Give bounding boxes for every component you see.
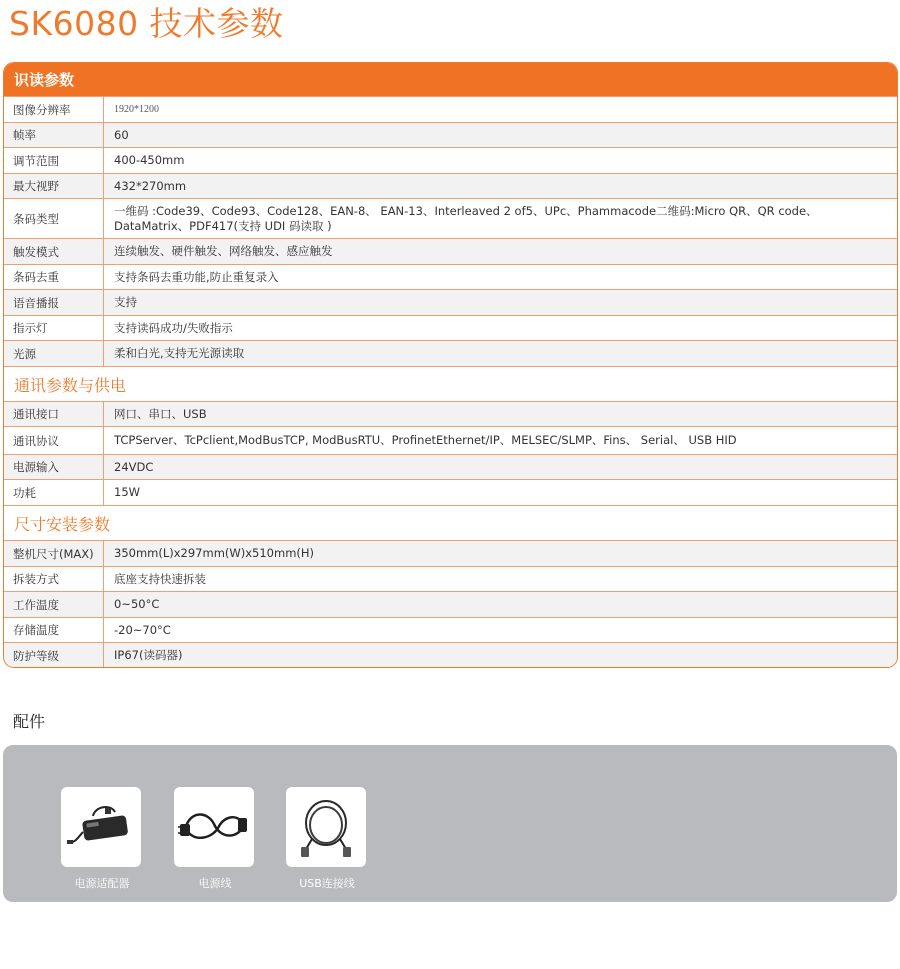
- row-value: IP67(读码器): [114, 648, 183, 662]
- table-row: [4, 340, 897, 366]
- table-row: [4, 122, 897, 147]
- accessory-item: [286, 787, 368, 891]
- table-row: [4, 401, 897, 426]
- table-row: [4, 96, 897, 122]
- row-label: 拆装方式: [4, 567, 104, 591]
- accessory-label: USB连接线: [299, 877, 355, 890]
- accessory-label: 电源适配器: [74, 877, 130, 890]
- row-value: 350mm(L)x297mm(W)x510mm(H): [114, 546, 315, 560]
- row-label: 通讯协议: [4, 427, 104, 454]
- usb-cable-icon: [290, 795, 362, 859]
- table-row: [4, 198, 897, 238]
- row-label: 存储温度: [4, 618, 104, 642]
- section-heading-comm: 通讯参数与供电: [4, 366, 897, 401]
- table-row: [4, 264, 897, 289]
- row-value: 60: [114, 127, 129, 142]
- row-value: 400-450mm: [114, 153, 185, 167]
- table-row: [4, 591, 897, 617]
- accessories-panel: [3, 745, 897, 902]
- row-value: 432*270mm: [114, 178, 187, 193]
- row-label: 调节范围: [4, 148, 104, 173]
- row-label: 光源: [4, 341, 104, 366]
- accessory-card: [286, 787, 366, 867]
- table-row: [4, 238, 897, 264]
- power-cord-icon: [178, 802, 250, 852]
- row-label: 工作温度: [4, 592, 104, 617]
- row-label: 电源输入: [4, 455, 104, 479]
- row-value: -20~70°C: [114, 622, 171, 637]
- section-heading-size: 尺寸安装参数: [4, 505, 897, 540]
- row-value: 1920*1200: [114, 104, 159, 115]
- row-label: 帧率: [4, 123, 104, 147]
- table-row: [4, 426, 897, 454]
- table-row: [4, 289, 897, 315]
- power-adapter-icon: [65, 802, 137, 852]
- row-value: 支持: [114, 295, 137, 309]
- row-value: 支持条码去重功能,防止重复录入: [114, 269, 279, 284]
- row-label: 通讯接口: [4, 402, 104, 426]
- accessory-item: [61, 787, 143, 891]
- row-value: 底座支持快速拆装: [114, 571, 206, 586]
- row-label: 指示灯: [4, 316, 104, 340]
- accessory-label: 电源线: [198, 877, 232, 890]
- row-value: 15W: [114, 485, 141, 499]
- row-label: 语音播报: [4, 290, 104, 315]
- spec-table: [3, 62, 898, 668]
- table-row: [4, 454, 897, 479]
- table-row: [4, 315, 897, 340]
- accessory-card: [61, 787, 141, 867]
- accessory-item: [174, 787, 256, 891]
- row-value: 支持读码成功/失败指示: [114, 320, 233, 335]
- row-label: 图像分辨率: [4, 97, 104, 122]
- row-value: TCPServer、TcPclient,ModBusTCP, ModBusRTU、ProfinetEthernet/IP、MELSEC/SLMP、Fins、 Serial、 USB HID: [114, 433, 737, 447]
- row-label: 整机尺寸(MAX): [4, 541, 104, 566]
- accessories-title: 配件: [13, 712, 46, 731]
- table-row: [4, 540, 897, 566]
- row-label: 功耗: [4, 480, 104, 505]
- table-row: [4, 173, 897, 198]
- row-value: 一维码 :Code39、Code93、Code128、EAN-8、 EAN-13、Interleaved 2 of5、UPc、Phammacode二维码:Micro QR、QR code、DataMatrix、PDF417(支持 UDI 码读取 ): [114, 203, 818, 233]
- row-value: 网口、串口、USB: [114, 406, 207, 421]
- accessory-card: [174, 787, 254, 867]
- section-heading-reading: 识读参数: [4, 63, 897, 96]
- row-label: 最大视野: [4, 174, 104, 198]
- table-row: [4, 617, 897, 642]
- table-row: [4, 147, 897, 173]
- table-row: [4, 566, 897, 591]
- table-row: [4, 642, 897, 668]
- row-value: 柔和白光,支持无光源读取: [114, 346, 245, 360]
- row-label: 触发模式: [4, 239, 104, 264]
- row-label: 条码类型: [4, 199, 104, 238]
- page-title: SK6080 技术参数: [9, 4, 284, 43]
- row-value: 连续触发、硬件触发、网络触发、感应触发: [114, 244, 333, 258]
- row-label: 条码去重: [4, 265, 104, 289]
- row-value: 24VDC: [114, 459, 154, 474]
- row-value: 0~50°C: [114, 597, 160, 611]
- table-row: [4, 479, 897, 505]
- row-label: 防护等级: [4, 643, 104, 668]
